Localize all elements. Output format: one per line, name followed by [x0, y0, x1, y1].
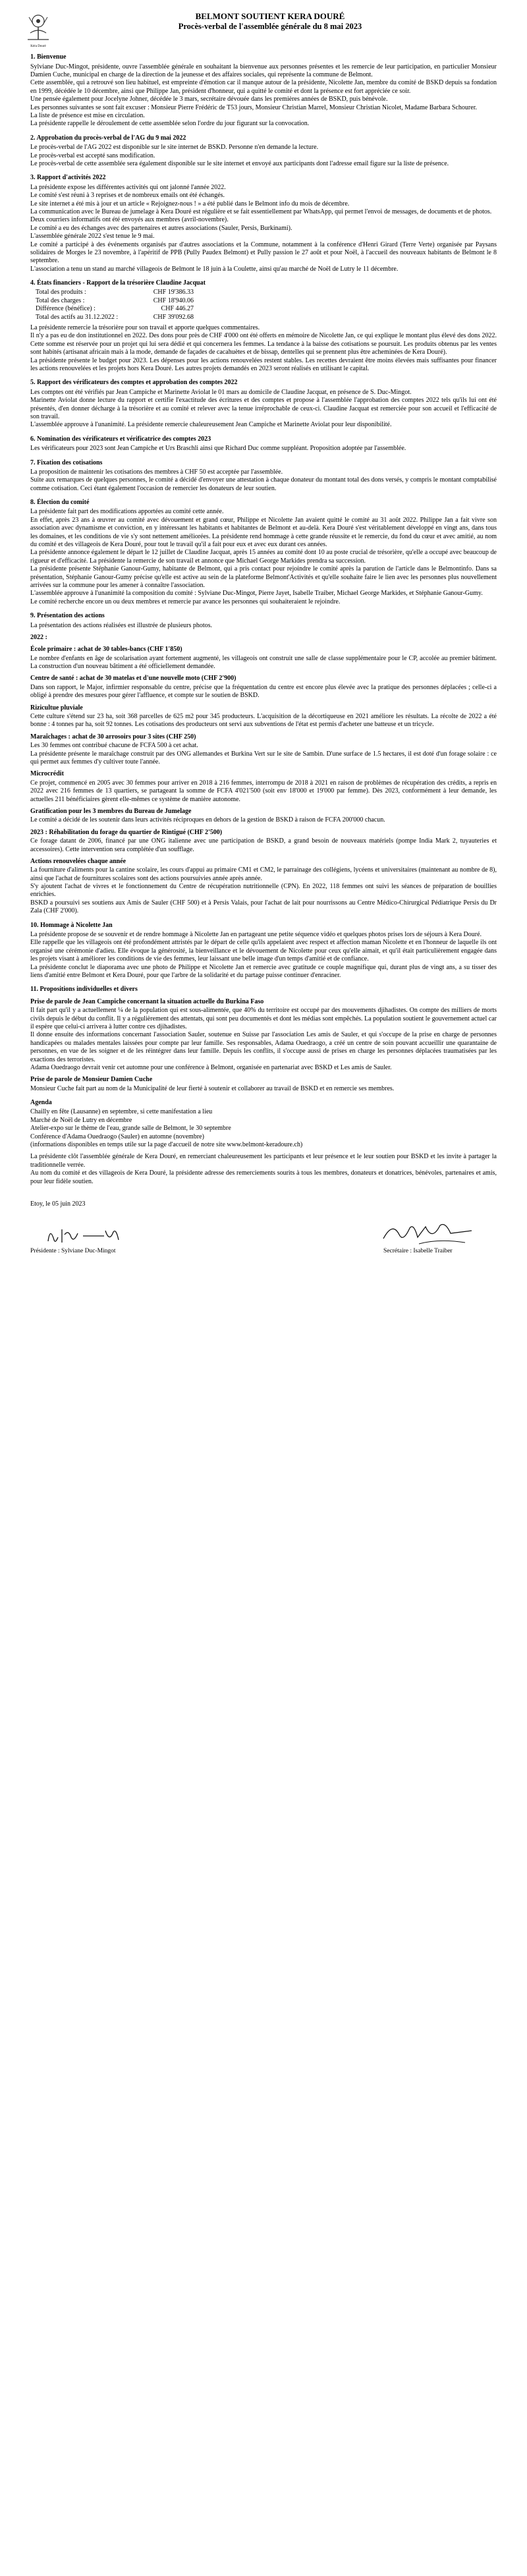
paragraph: Le nombre d'enfants en âge de scolarisation ayant fortement augmenté, les villageois ont construit une salle de classe supplémentaire pour le CP, accolée au premier bâtiment. La construction d'un nouveau bâtiment a été officiellement demandée. — [30, 654, 497, 671]
secretary-signature-icon — [379, 1219, 478, 1250]
signature-area — [30, 1219, 497, 1258]
section-title: Agenda — [30, 1099, 52, 1107]
paragraph: Deux courriers informatifs ont été envoyés aux membres (avril-novembre). — [30, 216, 229, 224]
section-title: 3. Rapport d'activités 2022 — [30, 174, 106, 182]
subsection-title: Rizicultue pluviale — [30, 704, 83, 712]
paragraph: Les personnes suivantes se sont fait excuser : Monsieur Pierre Frédéric de T53 jours, Monsieur Christian Marrel, Monsieur Christian Nicolet, Madame Barbara Schourer. — [30, 103, 477, 111]
paragraph: La fourniture d'aliments pour la cantine scolaire, les cours d'appui au primaire CM1 et CM2, le parrainage des collégiens, lycéens et universitaires (maintenant au nombre de 8), ainsi que l'achat de fournitures scolaires sont des actions poursuivies année après année. — [30, 866, 497, 882]
paragraph: En effet, après 23 ans à œuvrer au comité avec dévouement et grand cœur, Philippe et Nicolette Jan avaient quitté le comité au 31 août 2022. Philippe Jan a fait vivre son association avec dynamisme et conviction, en y intéressant les habitants et habitantes de Belmont et au-delà. Kera Douré s'est véritablement développé en vingt ans, dans tous les domaines, et les conditions de vie s'y sont nettement améliorées. La présidente rend hommage à cette grande réussite et le remercie, du fond du cœur et avec amitié, au nom du comité et des villageois de Kera Douré, pour tout le travail qu'il a fait pour eux et avec eux durant ces années. — [30, 516, 497, 549]
table-row-value: CHF 446.27 — [161, 305, 194, 313]
paragraph: S'y ajoutent l'achat de vivres et le fonctionnement du Centre de récupération nutritionnelle (CPN). En 2022, 118 femmes ont suivi les séances de préparation de bouillies enrichies. — [30, 883, 497, 899]
paragraph: Adama Ouedraogo devrait venir cet automne pour une conférence à Belmont, organisée en partenariat avec BSKD et Les amis de Sauler. — [30, 1063, 392, 1071]
paragraph: La présidente rappelle le déroulement de cette assemblée selon l'ordre du jour figurant sur la convocation. — [30, 120, 310, 128]
subsection-title: Prise de parole de Jean Campiche concernant la situation actuelle du Burkina Faso — [30, 997, 264, 1005]
paragraph: Il n'y a pas eu de don institutionnel en 2022. Des dons pour près de CHF 4'000 ont été offerts en mémoire de Nicolette Jan, ce qui explique le montant plus élevé des dons 2022. Cette somme est réservée pour un projet qui lui sera dédié et qui concernera les femmes. La tendance à la baisse des cotisations se poursuit. Les produits obtenus par les ventes sont habités (artisanat africain mais à la mode, demande de façades de cacahuètes et de bissap, dentelles qui se prennent plus être acheminées de Kera Douré). — [30, 332, 497, 356]
paragraph: L'assemblée approuve à l'unanimité. La présidente remercie chaleureusement Jean Campiche et Marinette Aviolat pour leur disponibilité. — [30, 421, 392, 429]
document-subtitle: Procès-verbal de l'assemblée générale du 8 mai 2023 — [178, 21, 362, 31]
section — [30, 174, 497, 273]
section-title: 7. Fixation des cotisations — [30, 459, 103, 466]
section — [30, 379, 497, 429]
paragraph: La proposition de maintenir les cotisations des membres à CHF 50 est acceptée par l'assemblée. — [30, 468, 283, 476]
section — [30, 499, 497, 606]
section-title: 2. Approbation du procès-verbal de l'AG du 9 mai 2022 — [30, 134, 186, 142]
section — [30, 459, 497, 493]
subsection-title: Maraîchages : achat de 30 arrosoirs pour 3 sites (CHF 250) — [30, 733, 196, 741]
table-row-value: CHF 19'386.33 — [153, 289, 194, 296]
paragraph: Cette assemblée, qui a retrouvé son lieu habituel, est empreinte d'émotion car il manque autour de la présidente, Nicolette Jan, membre du comité de BSKD depuis sa fondation en 1999, décédée le 10 décembre, ainsi que Philippe Jan, président d'honneur, qui a quitté le comité et dont la présence est fort appréciée ce soir. — [30, 79, 497, 95]
section — [30, 134, 497, 169]
table-row — [36, 297, 194, 305]
paragraph: Les vérificateurs pour 2023 sont Jean Campiche et Urs Braschli ainsi que Richard Duc comme suppléant. Proposition adoptée par l'assemblée. — [30, 445, 406, 453]
paragraph: Le comité a eu des échanges avec des partenaires et autres associations (Sauler, Persis, Burkinami). — [30, 224, 292, 232]
table-row-label: Total des produits : — [36, 289, 86, 296]
paragraph: Le comité recherche encore un ou deux membres et remercie par avance les personnes qui souhaiteraient le rejoindre. — [30, 598, 341, 605]
paragraph: Le site internet a été mis à jour et un article « Rejoignez-nous ! » a été publié dans le Belmont info du mois de décembre. — [30, 200, 350, 208]
subsection-title: Actions renouvelées chaque année — [30, 857, 126, 865]
paragraph: BSKD a poursuivi ses soutiens aux Amis de Sauler (CHF 500) et à Persis Valais, pour l'achat de lait pour nourrissons au Centre Médico-Chirurgical Pédiatrique Persis du Dr Zala (CHF 2'000). — [30, 899, 497, 915]
section — [30, 1149, 497, 1186]
paragraph: La présidente remercie la trésorière pour son travail et apporte quelques commentaires. — [30, 324, 260, 332]
section-title: 9. Présentation des actions — [30, 612, 105, 620]
paragraph: Le comité a participé à des événements organisés par d'autres associations et la Commune, notamment à la conférence d'Henri Girard (Terre Verte) organisée par Paysans solidaires de Morges le 23 novembre, à l'apéritif de PPB (Pully Paudex Belmont) et Pully passion le 27 août et pour Noël, à l'accueil des nouveaux habitants de Belmont le 8 septembre. — [30, 240, 497, 265]
paragraph: Une pensée également pour Jocelyne Johner, décédée le 3 mars, secrétaire dévouée dans les premières années de BSKD, puis bénévole. — [30, 96, 388, 103]
paragraph: La présidente présente le budget pour 2023. Les dépenses pour les actions renouvelées restent stables. Les recettes devraient être moins élevées mais suffisantes pour financer les actions renouvelées et les projets hors Kera Douré. Les autres projets demandés en 2023 seront réalisés en utilisant le capital. — [30, 356, 497, 372]
section-title: 10. Hommage à Nicolette Jan — [30, 921, 113, 929]
paragraph: L'assemblée approuve à l'unanimité la composition du comité : Sylviane Duc-Mingot, Pierre Jayet, Isabelle Traiber, Michael George Markides, et Stéphanie Ganour-Gumy. — [30, 590, 483, 598]
table-row-value: CHF 18'940.06 — [153, 296, 194, 304]
section-title: 8. Élection du comité — [30, 499, 90, 507]
section — [30, 1099, 497, 1149]
paragraph: La communication avec le Bureau de jumelage à Kera Douré est régulière et se fait essentiellement par WhatsApp, qui permet l'envoi de messages, de documents et de photos. — [30, 208, 492, 215]
paragraph: L'assemblée générale 2022 s'est tenue le 9 mai. — [30, 233, 155, 240]
logo-caption: Kéra Douré — [30, 45, 46, 49]
paragraph: Suite aux remarques de quelques personnes, le comité a décidé d'envoyer une attestation à chaque donateur du montant total des dons versés, y compris le montant comptabilisé comme cotisation. Ceci étant également l'occasion de remercier les donateurs de leur soutien. — [30, 476, 497, 492]
paragraph: Sylviane Duc-Mingot, présidente, ouvre l'assemblée générale en souhaitant la bienvenue aux personnes présentes et les remercie de leur participation, en particulier Monsieur Damien Cuche, municipal en charge de la direction de la jeunesse et des affaires sociales, qui représente la commune de Belmont. — [30, 63, 497, 79]
paragraph: Le procès-verbal est accepté sans modification. — [30, 152, 155, 159]
paragraph: L'association a tenu un stand au marché villageois de Belmont le 18 juin à la Coulette, ainsi qu'au marché de Noël de Lutry le 11 décembre. — [30, 265, 399, 273]
agenda-item: Chailly en fête (Lausanne) en septembre, si cette manifestation a lieu — [30, 1108, 213, 1116]
section — [30, 986, 497, 1093]
paragraph: Ce forage datant de 2006, financé par une ONG italienne avec une participation de BSKD, a grand besoin de nouveaux matériels (pompe India Mark 2, tuyauteries et accessoires). Cette intervention sera complétée d'un soufflage. — [30, 837, 497, 853]
table-row — [36, 314, 194, 322]
logo-emblem-icon — [20, 11, 57, 43]
paragraph: La présidente présente Stéphanie Ganour-Gumy, habitante de Belmont, qui a pris contact pour rejoindre le comité après la parution de l'article dans le Belmontinfo. Dans sa présentation, Stéphanie Ganour-Gumy précise qu'elle est active au sein de la plateforme Belmont'Activités et qu'elle souhaite faire le lien avec les personnes plus nouvellement arrivées sur la commune pour les amener à connaître l'association. — [30, 565, 497, 589]
paragraph: Il fait part qu'il y a actuellement ¼ de la population qui est sous-alimentée, que 40% du territoire est occupé par des mouvements djihadistes. On compte des milliers de morts civils depuis le début du conflit. Il y a régulièrement des attentats, qui sont peu documentés et dont les médias sont empêchés. La population soutient le gouvernement actuel car il espère que celui-ci arrivera à lutter contre ces djihadistes. — [30, 1007, 497, 1030]
table-row-label: Différence (bénéfice) : — [36, 305, 96, 313]
paragraph: La présidente fait part des modifications apportées au comité cette année. — [30, 508, 224, 516]
paragraph: La présidente présente le maraîchage construit par des ONG allemandes et Burkina Vert sur le site de Sambin. D'une surface de 1.5 hectares, il est doté d'un forage solaire : ce qui permet aux femmes d'y cultiver toute l'année. — [30, 750, 497, 766]
paragraph: La présidente clôt l'assemblée générale de Kera Douré, en remerciant chaleureusement les participants et leur présence et le leur soutien pour BSKD et les invite à partager la traditionnelle verrée. — [30, 1153, 497, 1169]
paragraph: Il donne ensuite des informations concernant l'association Sauler, soutenue en Suisse par l'association Les amis de Sauler, et qui s'occupe de la prise en charge de personnes handicapées ou malades mentales laissées pour compte par leur famille. Ses responsables, Adama Ouedraogo, a créé un centre de soin pouvant accueillir une quarantaine de personnes, en vue de les soigner et de les réintégrer dans leur famille. Depuis les conflits, il s'occupe aussi de prises en charge les personnes déplacées traumatisées par les exactions des terroristes. — [30, 1031, 497, 1063]
table-row-label: Total des actifs au 31.12.2022 : — [36, 313, 119, 321]
section-title: 4. États financiers - Rapport de la trésorière Claudine Jacquat — [30, 279, 206, 287]
paragraph: Le comité s'est réuni à 3 reprises et de nombreux emails ont été échangés. — [30, 192, 225, 200]
table-row-label: Total des charges : — [36, 296, 85, 304]
subsection-title: Centre de santé : achat de 30 matelas et d'une nouvelle moto (CHF 2'900) — [30, 675, 236, 683]
paragraph: Dans son rapport, le Major, infirmier responsable du centre, précise que la fréquentation du centre est encore plus élevée avec la pratique des personnes déplacées ; celle-ci a obligé à prendre des mesures pour gérer l'affluence, et compte sur le soutien de BSKD. — [30, 683, 497, 700]
agenda-item: Marché de Noël de Lutry en décembre — [30, 1116, 132, 1124]
association-logo — [20, 11, 57, 53]
paragraph: Les 30 femmes ont contribué chacune de FCFA 500 à cet achat. — [30, 742, 198, 750]
president-caption: Présidente : Sylviane Duc-Mingot — [30, 1248, 116, 1255]
paragraph: La présidente propose de se souvenir et de rendre hommage à Nicolette Jan en partageant une petite séquence vidéo et quelques photos prises lors de séjours à Kera Douré. — [30, 931, 482, 939]
paragraph: La présidente expose les différentes activités qui ont jalonné l'année 2022. — [30, 183, 226, 191]
paragraph: La présentation des actions réalisées est illustrée de plusieurs photos. — [30, 621, 213, 629]
document-header — [43, 12, 497, 31]
subsection-title: 2022 : — [30, 633, 47, 641]
paragraph: Ce projet, commencé en 2005 avec 30 femmes pour arriver en 2018 à 216 femmes, interrompu de 2018 à 2021 en raison de problèmes de récupération des crédits, a repris en 2022 avec 216 femmes de 13 quartiers, se partageant la somme de FCFA 4'021'500 (soit env 18'000 et 19'000 par femme). Dès 2023, conformément à leur demande, les actuelles 211 bénéficiaires gèrent elle-mêmes ce système de manière autonome. — [30, 779, 497, 803]
paragraph: Les comptes ont été vérifiés par Jean Campiche et Marinette Aviolat le 01 mars au domicile de Claudine Jacquat, en présence de S. Duc-Mingot. — [30, 388, 412, 396]
paragraph: Cette culture s'étend sur 23 ha, soit 368 parcelles de 625 m2 pour 345 producteurs. L'acquisition de la décortiqueuse en 2021 améliore les résultats. La récolte de 2022 a été bonne : 4 tonnes par ha, soit 92 tonnes. Les cotisations des producteurs ont servi aux subventions de l'état est permis d'acheter une batteuse et un tricycle. — [30, 713, 497, 729]
paragraph: Le comité a décidé de les soutenir dans leurs activités réciproques en dehors de la gestion de BSKD à raison de FCFA 200'000 chacun. — [30, 816, 385, 824]
paragraph: Le procès-verbal de l'AG 2022 est disponible sur le site internet de BSKD. Personne n'en demande la lecture. — [30, 144, 319, 152]
section — [30, 612, 497, 916]
section — [30, 279, 497, 373]
agenda-item: (informations disponibles en temps utile sur la page d'accueil de notre site www.belmont-keradoure.ch) — [30, 1141, 303, 1149]
section-title: 1. Bienvenue — [30, 53, 67, 61]
paragraph: La présidente conclut le diaporama avec une photo de Philippe et Nicolette Jan et remercie avec gratitude ce couple magnifique qui, durant plus de vingt ans, a su tisser des liens d'amitié entre Belmont et Kera Douré, pour que l'arbre de la solidarité et du partage puisse continuer d'enraciner. — [30, 963, 497, 979]
table-row-value: CHF 39'092.68 — [153, 313, 194, 321]
subsection-title: 2023 : Réhabilitation du forage du quartier de Rintigué (CHF 2'500) — [30, 828, 223, 836]
subsection-title: Gratification pour les 3 membres du Bureau de Jumelage — [30, 807, 192, 815]
paragraph: Au nom du comité et des villageois de Kera Douré, la présidente adresse des remerciements sourits à tous les membres, donateurs et donatrices, bénévoles, partenaires et amis, pour leur fidèle soutien. — [30, 1169, 497, 1185]
paragraph: Le procès-verbal de cette assemblée sera également disponible sur le site internet et envoyé aux participants dont l'adresse email figure sur la liste de présence. — [30, 160, 449, 167]
section — [30, 435, 497, 453]
table-row — [36, 305, 194, 313]
paragraph: La liste de présence est mise en circulation. — [30, 112, 145, 120]
subsection-title: École primaire : achat de 30 tables-bancs (CHF 1'850) — [30, 646, 182, 654]
subsection-title: Prise de parole de Monsieur Damien Cuche — [30, 1076, 153, 1084]
secretary-caption: Secrétaire : Isabelle Traiber — [383, 1248, 453, 1255]
place-date: Etoy, le 05 juin 2023 — [30, 1200, 86, 1208]
paragraph: Elle rappelle que les villageois ont été profondément attristés par le départ de celle qu'ils appelaient avec respect et affection maman Nicolette et en l'honneur de laquelle ils ont organisé une cérémonie d'adieu. Elle évoque la générosité, la bienveillance et le dévouement de Nicolette pour ceux qu'elle aimait, et qu'il était particulièrement engagée dans les projets visant à améliorer les conditions de vie des femmes, leur laissant une belle image d'un temps d'amitié et de confiance. — [30, 939, 497, 963]
paragraph: Monsieur Cuche fait part au nom de la Municipalité de leur fierté à soutenir et collaborer au travail de BSKD et en remercie ses membres. — [30, 1084, 395, 1092]
section — [30, 53, 497, 128]
subsection-title: Microcrédit — [30, 770, 64, 778]
table-row — [36, 289, 194, 296]
agenda-item: Atelier-expo sur le thème de l'eau, grande salle de Belmont, le 30 septembre — [30, 1125, 231, 1133]
section — [30, 922, 497, 980]
agenda-item: Conférence d'Adama Ouedraogo (Sauler) en automne (novembre) — [30, 1133, 204, 1140]
section-title: 5. Rapport des vérificateurs des comptes et approbation des comptes 2022 — [30, 379, 238, 387]
section-title: 11. Propositions individuelles et divers — [30, 986, 138, 994]
minutes-content — [30, 53, 497, 1186]
financial-summary-table — [36, 289, 194, 322]
document-title: BELMONT SOUTIENT KERA DOURÉ — [195, 11, 345, 21]
paragraph: Marinette Aviolat donne lecture du rapport et certifie l'exactitude des écritures et des comptes et propose à l'assemblée l'approbation des comptes 2022 tels qu'ils lui ont été présentés, d'en donner décharge à la trésorière et au comité et relever avec la tenue irréprochable de ceux-ci. Claudine Jacquat est remerciée pour son accueil et l'efficacité de son travail. — [30, 397, 497, 420]
paragraph: La présidente annonce également le départ le 12 juillet de Claudine Jacquat, après 15 années au comité dont 10 au poste crucial de trésorière, qu'elle a occupé avec beaucoup de rigueur et d'efficacité. La présidente la remercie de son travail et annonce que Michael George Markides prendra sa succession. — [30, 549, 497, 565]
section-title: 6. Nomination des vérificateurs et vérificatrice des comptes 2023 — [30, 435, 211, 443]
